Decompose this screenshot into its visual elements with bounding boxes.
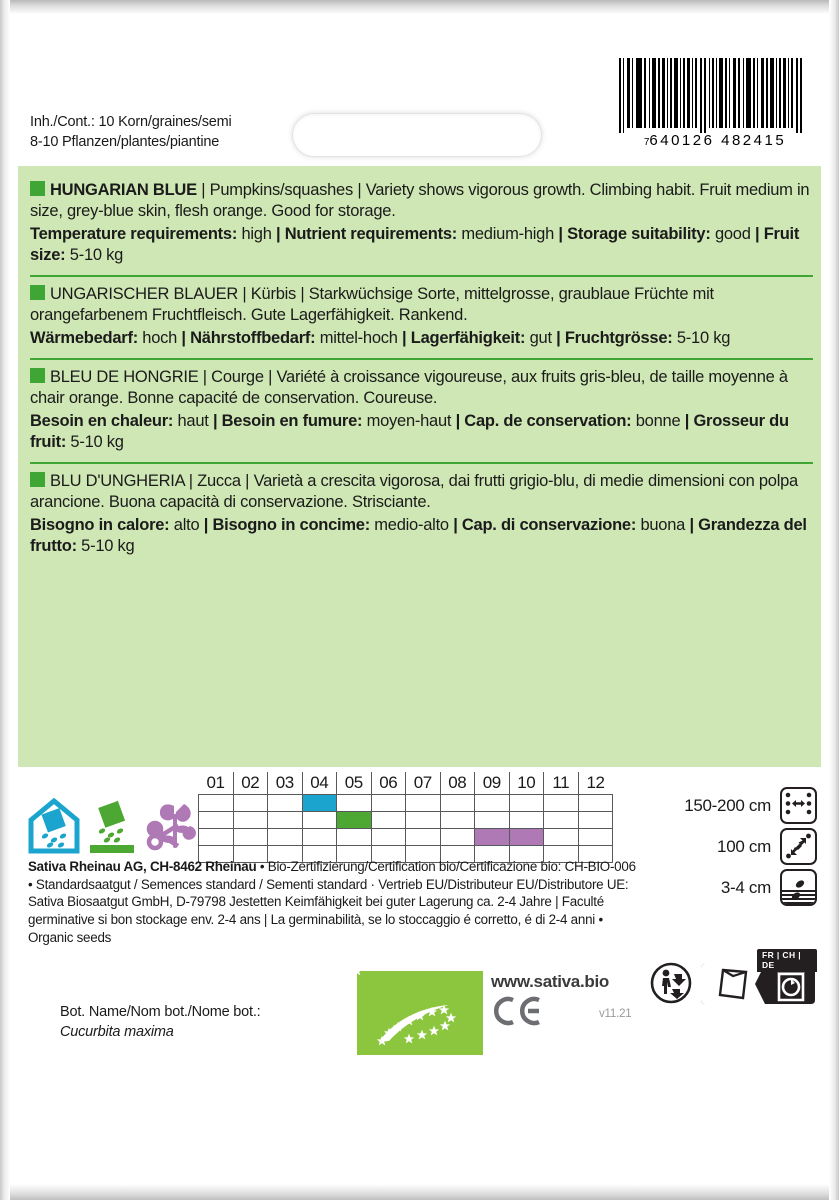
calendar-cell-empty	[302, 811, 337, 828]
req-label: Nutrient requirements:	[284, 224, 458, 243]
req-value: hoch	[142, 328, 178, 347]
req-label: Nährstoffbedarf:	[190, 328, 316, 347]
separator: |	[296, 285, 309, 304]
calendar-cell-empty	[475, 811, 510, 828]
variety-description-line	[30, 471, 813, 514]
company-info	[28, 858, 640, 946]
calendar-cell-sow-outdoors	[337, 811, 372, 828]
content-quantity-info	[30, 112, 232, 152]
calendar-cell-empty	[233, 828, 268, 845]
req-value: 5-10 kg	[676, 328, 731, 347]
req-label: Bisogno in concime:	[212, 515, 370, 534]
pipe: |	[453, 515, 462, 534]
plant-spacing-label: 100 cm	[717, 836, 771, 856]
variety-description: Starkwüchsige Sorte, mittelgrosse, graublaue Früchte mit orangefarbenem Fruchtfleisch. Gute Lagerfähigkeit. Rankend.	[30, 285, 714, 325]
req-label: Besoin en chaleur:	[30, 411, 174, 430]
row-spacing-icon	[780, 787, 817, 824]
calendar-month-header: 09	[475, 772, 510, 794]
separator: |	[202, 367, 212, 386]
calendar-cell-empty	[578, 828, 613, 845]
calendar-row	[199, 794, 613, 811]
eu-organic-leaf-icon	[357, 971, 483, 1055]
separator: |	[188, 472, 198, 491]
req-label: Storage suitability:	[567, 224, 711, 243]
req-value: high	[241, 224, 272, 243]
plant-spacing-row	[684, 826, 817, 867]
req-value: moyen-haut	[366, 411, 452, 430]
separator: |	[352, 181, 366, 199]
calendar-row	[199, 828, 613, 845]
website-url[interactable]: www.sativa.bio	[491, 972, 609, 991]
calendar-cell-empty	[440, 794, 475, 811]
calendar-month-header: 10	[509, 772, 544, 794]
direct-sowing-icon	[88, 798, 136, 854]
req-label: Fruchtgrösse:	[564, 328, 673, 347]
crop-type: Pumpkins/squashes	[209, 181, 353, 199]
calendar-cell-empty	[371, 828, 406, 845]
calendar-cell-empty	[337, 794, 372, 811]
sowing-depth-label: 3-4 cm	[720, 877, 771, 897]
sowing-depth-row	[684, 867, 817, 908]
requirements-line	[30, 328, 813, 349]
calendar-cell-empty	[371, 794, 406, 811]
calendar-cell-empty	[268, 828, 303, 845]
disposal-icons	[650, 950, 817, 1011]
req-value: gut	[529, 328, 552, 347]
version-label: v11.21	[599, 1007, 632, 1020]
website-block	[491, 972, 631, 1033]
req-label: Fruit size:	[30, 224, 800, 264]
calendar-cell-empty	[268, 811, 303, 828]
requirements-line	[30, 411, 813, 454]
pipe: |	[275, 224, 285, 243]
language-block-it	[30, 462, 813, 566]
calendar-cell-empty	[440, 811, 475, 828]
calendar-body	[199, 772, 613, 862]
barcode-lead-digit: 7	[643, 137, 650, 148]
req-label: Wärmebedarf:	[30, 328, 138, 347]
calendar-cell-empty	[268, 794, 303, 811]
req-value: 5-10 kg	[69, 245, 124, 264]
variety-description-line	[30, 284, 813, 327]
sowing-calendar	[198, 772, 613, 863]
eu-organic-logo	[357, 971, 483, 1055]
calendar-cell-empty	[233, 811, 268, 828]
calendar-cell-empty	[544, 828, 579, 845]
packet-bottom-seal	[0, 1184, 839, 1200]
calendar-month-header: 03	[268, 772, 303, 794]
req-value: medio-alto	[374, 515, 449, 534]
hang-hole-slot	[292, 113, 542, 157]
pipe: |	[684, 411, 694, 430]
requirements-line	[30, 224, 813, 267]
description-panel	[18, 166, 821, 767]
req-label: Grandezza del frutto:	[30, 515, 807, 555]
calendar-month-header: 11	[544, 772, 579, 794]
spacing-info	[684, 785, 817, 908]
req-value: 5-10 kg	[70, 432, 124, 451]
pipe: |	[755, 224, 764, 243]
variety-description: Variety shows vigorous growth. Climbing habit. Fruit medium in size, grey-blue skin, flesh orange. Good for storage.	[30, 181, 810, 221]
calendar-cell-empty	[199, 811, 234, 828]
calendar-cell-empty	[233, 794, 268, 811]
packet-left-seal	[0, 0, 10, 1200]
ce-row	[491, 994, 631, 1033]
row-spacing-row	[684, 785, 817, 826]
barcode-bars-icon	[617, 58, 813, 133]
calendar-cell-harvest	[475, 828, 510, 845]
calendar-cell-empty	[337, 828, 372, 845]
sowing-depth-icon	[780, 869, 817, 906]
company-name: Sativa Rheinau AG, CH-8462 Rheinau	[28, 859, 257, 874]
req-label: Cap. de conservation:	[464, 411, 632, 430]
barcode-main-digits: 640126 482415	[649, 132, 787, 149]
calendar-cell-empty	[544, 811, 579, 828]
pipe: |	[455, 411, 465, 430]
req-label: Bisogno in calore:	[30, 515, 170, 534]
bullet-square-icon	[30, 472, 45, 487]
variety-name: BLEU DE HONGRIE	[50, 367, 199, 386]
req-label: Lagerfähigkeit:	[410, 328, 526, 347]
calendar-month-header: 07	[406, 772, 441, 794]
disposal-country-tag: FR | CH | DE	[757, 949, 817, 972]
ce-mark-icon	[491, 994, 543, 1033]
calendar-cell-empty	[406, 794, 441, 811]
variety-description: Varietà a crescita vigorosa, dai frutti grigio-blu, di medie dimensioni con polpa arancione. Buona capacità di conservazione. Strisciante.	[30, 472, 798, 512]
bullet-square-icon	[30, 368, 45, 383]
row-spacing-label: 150-200 cm	[684, 795, 771, 815]
variety-description: Variété à croissance vigoureuse, aux fruits gris-bleu, de taille moyenne à chair orange. Bonne capacité de conservation. Coureuse.	[30, 367, 788, 408]
calendar-month-header: 08	[440, 772, 475, 794]
req-label: Cap. di conservazione:	[461, 515, 637, 534]
req-value: bonne	[635, 411, 681, 430]
plants-count-label: 8-10 Pflanzen/plantes/piantine	[30, 134, 220, 150]
req-label: Besoin en fumure:	[221, 411, 363, 430]
req-value: buona	[640, 515, 686, 534]
req-value: haut	[177, 411, 209, 430]
barcode-number	[617, 132, 813, 149]
crop-type: Courge	[211, 367, 264, 386]
botanical-name-label: Bot. Name/Nom bot./Nome bot.:	[60, 1004, 261, 1020]
packet-top-seal	[0, 0, 839, 14]
calendar-cell-empty	[509, 794, 544, 811]
req-value: alto	[173, 515, 200, 534]
req-value: good	[714, 224, 751, 243]
bullet-square-icon	[30, 181, 45, 196]
botanical-name-block	[60, 1002, 261, 1043]
calendar-cell-empty	[509, 811, 544, 828]
calendar-cell-empty	[406, 811, 441, 828]
packet-right-seal	[829, 0, 839, 1200]
req-value: 5-10 kg	[81, 536, 135, 555]
variety-description-line	[30, 180, 813, 223]
calendar-month-header: 06	[371, 772, 406, 794]
req-label: Grosseur du fruit:	[30, 411, 789, 451]
calendar-cell-empty	[302, 828, 337, 845]
req-value: mittel-hoch	[319, 328, 398, 347]
crop-type: Zucca	[197, 472, 241, 491]
calendar-month-header: 12	[586, 772, 605, 792]
language-block-fr	[30, 358, 813, 462]
pipe: |	[558, 224, 568, 243]
greenhouse-sowing-icon	[28, 798, 80, 854]
calendar-cell-empty	[199, 828, 234, 845]
calendar-row	[199, 811, 613, 828]
keep-tidy-icon	[650, 962, 692, 1004]
crop-type: Kürbis	[250, 285, 297, 304]
calendar-cell-empty	[406, 828, 441, 845]
calendar-cell-empty	[440, 828, 475, 845]
pipe: |	[402, 328, 411, 347]
calendar-cell-sow-indoors	[302, 794, 337, 811]
calendar-month-header: 01	[199, 772, 234, 794]
separator: |	[263, 367, 277, 386]
variety-description-line	[30, 367, 813, 410]
calendar-cell-empty	[578, 794, 613, 811]
separator: |	[201, 181, 210, 199]
calendar-cell-empty	[371, 811, 406, 828]
pipe: |	[556, 328, 565, 347]
separator: |	[242, 285, 251, 304]
pipe: |	[203, 515, 213, 534]
calendar-header-row	[199, 772, 613, 794]
calendar-cell-harvest	[509, 828, 544, 845]
calendar-cell-empty	[578, 811, 613, 828]
variety-name: UNGARISCHER BLAUER	[50, 285, 239, 304]
separator: |	[240, 472, 254, 491]
harvest-icon	[144, 798, 200, 854]
variety-name: HUNGARIAN BLUE	[50, 181, 197, 199]
calendar-month-header: 04	[302, 772, 337, 794]
calendar-month-header: 05	[337, 772, 372, 794]
pipe: |	[689, 515, 699, 534]
requirements-line	[30, 515, 813, 558]
req-label: Temperature requirements:	[30, 224, 238, 243]
language-block-en	[30, 176, 813, 275]
pipe: |	[212, 411, 222, 430]
variety-name: BLU D'UNGHERIA	[50, 472, 185, 491]
pipe: |	[181, 328, 191, 347]
calendar-cell-empty	[544, 794, 579, 811]
content-label: Inh./Cont.: 10 Korn/graines/semi	[30, 114, 232, 130]
company-details: • Bio-Zertifizierung/Certification bio/Certificazione bio: CH-BIO-006 • Standardsaatgut / Semences standard / Sementi standard · Vertrieb EU/Distributeur EU/Distributore UE: Sativa Biosaatgut GmbH, D-79798 Jestetten Keimfähigkeit bei guter Lagerung ca. 2-4 Jahre | Faculté germinative si bon stockage env. 2-4 ans | La germinabilità, se lo stoccaggio é corretto, é di 2-4 anni • Organic seeds	[28, 859, 636, 945]
calendar-month-header: 02	[233, 772, 268, 794]
plant-spacing-icon	[780, 828, 817, 865]
req-value: medium-high	[461, 224, 555, 243]
bullet-square-icon	[30, 285, 45, 300]
calendar-cell-empty	[199, 794, 234, 811]
calendar-cell-empty	[475, 794, 510, 811]
botanical-name-value: Cucurbita maxima	[60, 1024, 174, 1041]
calendar-table	[198, 772, 613, 863]
sowing-legend-icons	[28, 798, 200, 854]
language-block-de	[30, 275, 813, 358]
barcode	[617, 58, 813, 149]
